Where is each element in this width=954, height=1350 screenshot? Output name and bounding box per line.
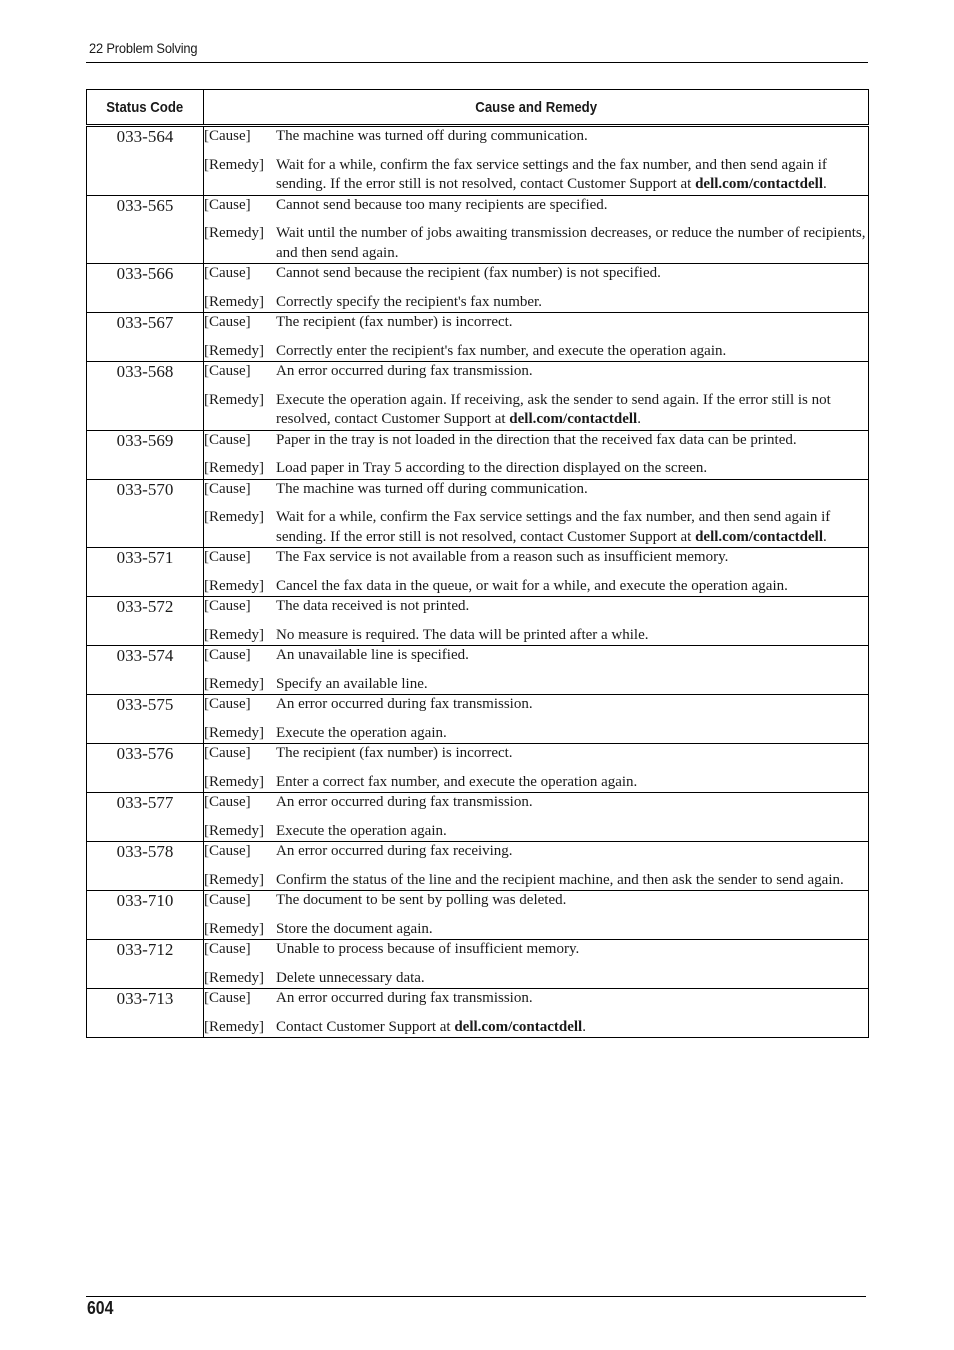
remedy-tag: [Remedy] xyxy=(204,342,264,359)
remedy-text: Wait until the number of jobs awaiting transmission decreases, or reduce the number of recipients, and then send again. xyxy=(276,225,866,261)
status-code-cell: 033-713 xyxy=(87,989,204,1038)
remedy-line xyxy=(204,724,868,744)
status-code-cell: 033-568 xyxy=(87,362,204,431)
cause-text: An error occurred during fax transmission. xyxy=(276,696,533,712)
running-header: 22 Problem Solving xyxy=(89,40,198,56)
remedy-tag: [Remedy] xyxy=(204,391,264,408)
cause-line xyxy=(204,431,868,451)
status-code-cell: 033-566 xyxy=(87,264,204,313)
remedy-text: Store the document again. xyxy=(276,920,433,937)
cause-tag: [Cause] xyxy=(204,598,251,614)
table-row xyxy=(87,793,869,842)
cause-remedy-cell xyxy=(204,842,869,891)
cause-tag: [Cause] xyxy=(204,745,251,761)
remedy-line xyxy=(204,391,868,430)
remedy-line xyxy=(204,293,868,313)
cause-line xyxy=(204,480,868,500)
cause-text: The machine was turned off during communication. xyxy=(276,480,588,497)
table-row xyxy=(87,940,869,989)
cause-line xyxy=(204,695,868,715)
page-number: 604 xyxy=(87,1298,114,1318)
cause-text: Paper in the tray is not loaded in the direction that the received fax data can be printed. xyxy=(276,431,797,448)
status-code-cell: 033-570 xyxy=(87,479,204,548)
cause-line xyxy=(204,891,868,911)
table-row xyxy=(87,548,869,597)
remedy-line xyxy=(204,626,868,646)
status-code-cell: 033-712 xyxy=(87,940,204,989)
cause-line xyxy=(204,362,868,382)
status-code-cell: 033-578 xyxy=(87,842,204,891)
remedy-text: Specify an available line. xyxy=(276,675,428,692)
remedy-text: Enter a correct fax number, and execute the operation again. xyxy=(276,773,638,790)
cause-tag: [Cause] xyxy=(204,647,251,663)
remedy-text: Cancel the fax data in the queue, or wait for a while, and execute the operation again. xyxy=(276,577,788,594)
cause-tag: [Cause] xyxy=(204,196,251,213)
column-header-cause-remedy: Cause and Remedy xyxy=(204,90,869,126)
table-row xyxy=(87,313,869,362)
cause-remedy-cell xyxy=(204,695,869,744)
cause-tag: [Cause] xyxy=(204,431,251,448)
table-row xyxy=(87,479,869,548)
remedy-tag: [Remedy] xyxy=(204,293,264,310)
cause-line xyxy=(204,264,868,284)
remedy-tag: [Remedy] xyxy=(204,156,264,173)
cause-tag: [Cause] xyxy=(204,941,251,957)
cause-tag: [Cause] xyxy=(204,549,251,565)
cause-line xyxy=(204,313,868,333)
remedy-tag: [Remedy] xyxy=(204,822,264,839)
cause-text: An error occurred during fax transmission. xyxy=(276,990,533,1006)
support-link[interactable]: dell.com/contactdell xyxy=(509,411,638,427)
cause-remedy-cell xyxy=(204,744,869,793)
table-row xyxy=(87,695,869,744)
status-code-cell: 033-565 xyxy=(87,195,204,264)
cause-text: The recipient (fax number) is incorrect. xyxy=(276,314,513,330)
header-rule xyxy=(86,62,868,63)
table-row xyxy=(87,126,869,196)
cause-tag: [Cause] xyxy=(204,696,251,712)
remedy-text: Execute the operation again. xyxy=(276,822,447,839)
cause-line xyxy=(204,793,868,813)
remedy-text: No measure is required. The data will be printed after a while. xyxy=(276,626,649,643)
remedy-line xyxy=(204,773,868,793)
remedy-text: Wait for a while, confirm the Fax service settings and the fax number, and then send again if sending. If the error still is not resolved, contact Customer Support at dell.com/contactdell. xyxy=(276,509,831,545)
cause-text: The data received is not printed. xyxy=(276,598,470,614)
cause-text: Cannot send because too many recipients are specified. xyxy=(276,196,608,213)
cause-tag: [Cause] xyxy=(204,990,251,1006)
cause-remedy-cell xyxy=(204,362,869,431)
cause-remedy-cell xyxy=(204,597,869,646)
remedy-text: Load paper in Tray 5 according to the direction displayed on the screen. xyxy=(276,460,708,476)
cause-remedy-cell xyxy=(204,126,869,196)
cause-line xyxy=(204,597,868,617)
status-code-cell: 033-577 xyxy=(87,793,204,842)
remedy-text: Wait for a while, confirm the fax service settings and the fax number, and then send again if sending. If the error still is not resolved, contact Customer Support at dell.com/contactdell. xyxy=(276,156,827,192)
cause-text: The recipient (fax number) is incorrect. xyxy=(276,745,513,761)
status-code-cell: 033-564 xyxy=(87,126,204,196)
remedy-tag: [Remedy] xyxy=(204,675,264,692)
cause-line xyxy=(204,989,868,1009)
remedy-tag: [Remedy] xyxy=(204,509,264,525)
remedy-tag: [Remedy] xyxy=(204,577,264,594)
cause-text: Unable to process because of insufficient memory. xyxy=(276,941,580,957)
table-header-row xyxy=(87,90,869,126)
cause-line xyxy=(204,196,868,216)
remedy-line xyxy=(204,342,868,362)
remedy-tag: [Remedy] xyxy=(204,920,264,937)
support-link[interactable]: dell.com/contactdell xyxy=(695,528,823,545)
remedy-text: Correctly specify the recipient's fax number. xyxy=(276,293,542,310)
remedy-text: Execute the operation again. xyxy=(276,724,447,741)
cause-tag: [Cause] xyxy=(204,265,251,281)
remedy-line xyxy=(204,920,868,940)
cause-text: The machine was turned off during communication. xyxy=(276,128,588,144)
cause-text: Cannot send because the recipient (fax number) is not specified. xyxy=(276,265,661,281)
cause-text: The document to be sent by polling was deleted. xyxy=(276,892,567,908)
cause-text: The Fax service is not available from a reason such as insufficient memory. xyxy=(276,549,729,565)
status-code-cell: 033-571 xyxy=(87,548,204,597)
cause-tag: [Cause] xyxy=(204,892,251,908)
cause-line xyxy=(204,744,868,764)
status-code-cell: 033-575 xyxy=(87,695,204,744)
footer-rule xyxy=(86,1296,866,1297)
cause-text: An unavailable line is specified. xyxy=(276,647,469,663)
cause-remedy-cell xyxy=(204,891,869,940)
cause-text: An error occurred during fax transmission. xyxy=(276,794,533,810)
remedy-line xyxy=(204,969,868,989)
remedy-line xyxy=(204,822,868,842)
cause-line xyxy=(204,646,868,666)
status-code-cell: 033-572 xyxy=(87,597,204,646)
remedy-tag: [Remedy] xyxy=(204,1018,264,1035)
table-row xyxy=(87,646,869,695)
cause-line xyxy=(204,548,868,568)
table-row xyxy=(87,195,869,264)
status-code-cell: 033-576 xyxy=(87,744,204,793)
remedy-line xyxy=(204,224,868,263)
table-row xyxy=(87,842,869,891)
remedy-tag: [Remedy] xyxy=(204,969,264,986)
cause-tag: [Cause] xyxy=(204,314,251,330)
remedy-text: Correctly enter the recipient's fax number, and execute the operation again. xyxy=(276,342,727,359)
remedy-tag: [Remedy] xyxy=(204,225,264,241)
cause-text: An error occurred during fax transmission. xyxy=(276,363,533,379)
status-code-cell: 033-710 xyxy=(87,891,204,940)
remedy-text: Execute the operation again. If receiving, ask the sender to send again. If the error still is not resolved, contact Customer Support at dell.com/contactdell. xyxy=(276,391,831,427)
cause-line xyxy=(204,940,868,960)
status-code-cell: 033-567 xyxy=(87,313,204,362)
cause-remedy-cell xyxy=(204,479,869,548)
support-link[interactable]: dell.com/contactdell xyxy=(695,176,823,192)
cause-tag: [Cause] xyxy=(204,843,251,859)
support-link[interactable]: dell.com/contactdell xyxy=(454,1018,583,1035)
remedy-tag: [Remedy] xyxy=(204,626,264,643)
cause-remedy-cell xyxy=(204,548,869,597)
remedy-tag: [Remedy] xyxy=(204,460,264,476)
cause-remedy-cell xyxy=(204,940,869,989)
remedy-tag: [Remedy] xyxy=(204,724,264,741)
table-row xyxy=(87,264,869,313)
table-row xyxy=(87,430,869,479)
cause-remedy-cell xyxy=(204,313,869,362)
table-row xyxy=(87,891,869,940)
table-body xyxy=(87,126,869,1038)
cause-tag: [Cause] xyxy=(204,794,251,810)
remedy-text: Contact Customer Support at dell.com/contactdell. xyxy=(276,1018,586,1035)
cause-remedy-cell xyxy=(204,264,869,313)
cause-tag: [Cause] xyxy=(204,480,251,497)
remedy-line xyxy=(204,508,868,547)
cause-line xyxy=(204,127,868,147)
remedy-line xyxy=(204,577,868,597)
cause-remedy-cell xyxy=(204,646,869,695)
table-row xyxy=(87,362,869,431)
cause-remedy-cell xyxy=(204,793,869,842)
cause-remedy-cell xyxy=(204,430,869,479)
cause-tag: [Cause] xyxy=(204,363,251,379)
remedy-tag: [Remedy] xyxy=(204,871,264,888)
cause-line xyxy=(204,842,868,862)
cause-tag: [Cause] xyxy=(204,128,251,144)
table-row xyxy=(87,597,869,646)
status-code-cell: 033-574 xyxy=(87,646,204,695)
cause-remedy-cell xyxy=(204,989,869,1038)
remedy-text: Confirm the status of the line and the recipient machine, and then ask the sender to send again. xyxy=(276,871,844,888)
remedy-line xyxy=(204,1018,868,1038)
remedy-tag: [Remedy] xyxy=(204,773,264,790)
status-code-table xyxy=(86,89,869,1038)
remedy-line xyxy=(204,871,868,891)
cause-remedy-cell xyxy=(204,195,869,264)
status-code-cell: 033-569 xyxy=(87,430,204,479)
remedy-line xyxy=(204,459,868,479)
table-row xyxy=(87,744,869,793)
remedy-text: Delete unnecessary data. xyxy=(276,969,425,986)
remedy-line xyxy=(204,675,868,695)
column-header-status-code: Status Code xyxy=(87,90,204,126)
remedy-line xyxy=(204,156,868,195)
table-row xyxy=(87,989,869,1038)
cause-text: An error occurred during fax receiving. xyxy=(276,843,513,859)
